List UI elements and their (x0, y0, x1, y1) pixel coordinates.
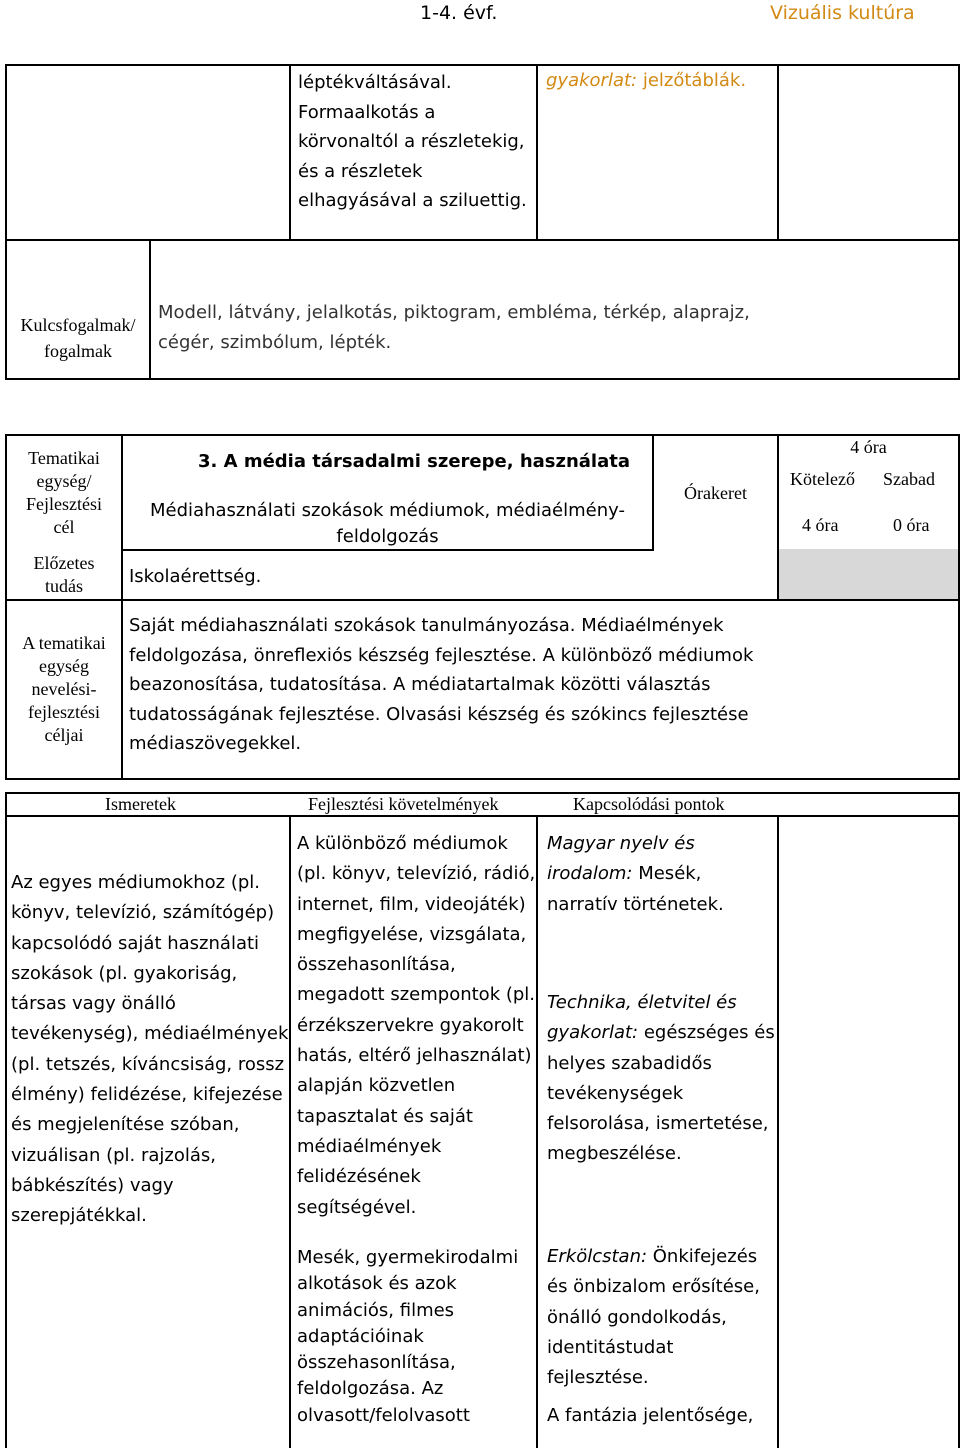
links-ethics: Erkölcstan: Önkifejezés és önbizalom erősítése, önálló gondolkodás, identitástudat fejlesztése. A fantázia jelentősége, (547, 1246, 760, 1427)
free-label: Szabad (883, 469, 935, 489)
label-thematic-unit: Tematikai egység/ Fejlesztési cél (26, 448, 102, 537)
prior-knowledge: Iskolaérettség. (129, 566, 262, 587)
column-header-requirements: Fejlesztési követelmények (308, 794, 499, 814)
unit-goals: Saját médiahasználati szokások tanulmányozása. Médiaélmények feldolgozása, önreflexiós készség fejlesztése. A különböző médiumok beazonosítása, tudatosítása. A médiatartalmak közötti választás tudatosságának fejlesztése. Olvasási készség és szókincs fejlesztése médiaszövegekkel. (129, 615, 754, 754)
links-technology: Technika, életvitel és gyakorlat: egészséges és helyes szabadidős tevékenységek felsorolása, ismertetése, megbeszélése. (547, 992, 775, 1165)
column-header-links: Kapcsolódási pontok (573, 794, 725, 814)
grade-label: 1-4. évf. (420, 2, 498, 24)
label-prior-knowledge: Előzetes tudás (33, 553, 95, 596)
mandatory-hours: 4 óra (802, 515, 839, 535)
continued-links: gyakorlat: jelzőtáblák. (546, 70, 747, 91)
subject-label: Vizuális kultúra (770, 2, 915, 24)
key-concepts-label: Kulcsfogalmak/ fogalmak (20, 315, 136, 361)
continued-content: léptékváltásával. Formaalkotás a körvonaltól a részletekig, és a részletek elhagyásával a sziluettig. (298, 72, 527, 211)
unit-subtitle: Médiahasználati szokások médiumok, médiaélmény- feldolgozás (150, 500, 625, 547)
links-hungarian: Magyar nyelv és irodalom: Mesék, narratív történetek. (547, 833, 724, 915)
requirements-text-2: Mesék, gyermekirodalmi alkotások és azok animációs, filmes adaptációinak összehasonlítása, feldolgozása. Az olvasott/felolvasott (297, 1247, 519, 1426)
column-header-knowledge: Ismeretek (105, 794, 176, 814)
hours-total: 4 óra (850, 437, 887, 457)
mandatory-label: Kötelező (790, 469, 855, 489)
requirements-text: A különböző médiumok (pl. könyv, televízió, rádió, internet, film, videojáték) megfigyelése, vizsgálata, összehasonlítása, megadott szempontok (pl. érzékszervekre gyakorolt hatás, eltérő jelhasználat) alapján közvetlen tapasztalat és saját médiaélmények felidézésének segítségével. (297, 833, 536, 1218)
unit-title: 3. A média társadalmi szerepe, használata (198, 451, 630, 472)
free-hours: 0 óra (893, 515, 930, 535)
label-goals: A tematikai egység nevelési- fejlesztési céljai (22, 633, 106, 745)
hours-label: Órakeret (684, 483, 747, 503)
shaded-cell (779, 549, 958, 599)
knowledge-text: Az egyes médiumokhoz (pl. könyv, televízió, számítógép) kapcsolódó saját használati szokások (pl. gyakoriság, társas vagy önálló tevékenység), médiaélmények (pl. tetszés, kíváncsiság, rossz élmény) felidézése, kifejezése és megjelenítése szóban, vizuálisan (pl. rajzolás, bábkészítés) vagy szerepjátékkal. (11, 872, 289, 1227)
key-concepts-text: Modell, látvány, jelalkotás, piktogram, embléma, térkép, alaprajz, cégér, szimbólum, lépték. (158, 302, 750, 353)
